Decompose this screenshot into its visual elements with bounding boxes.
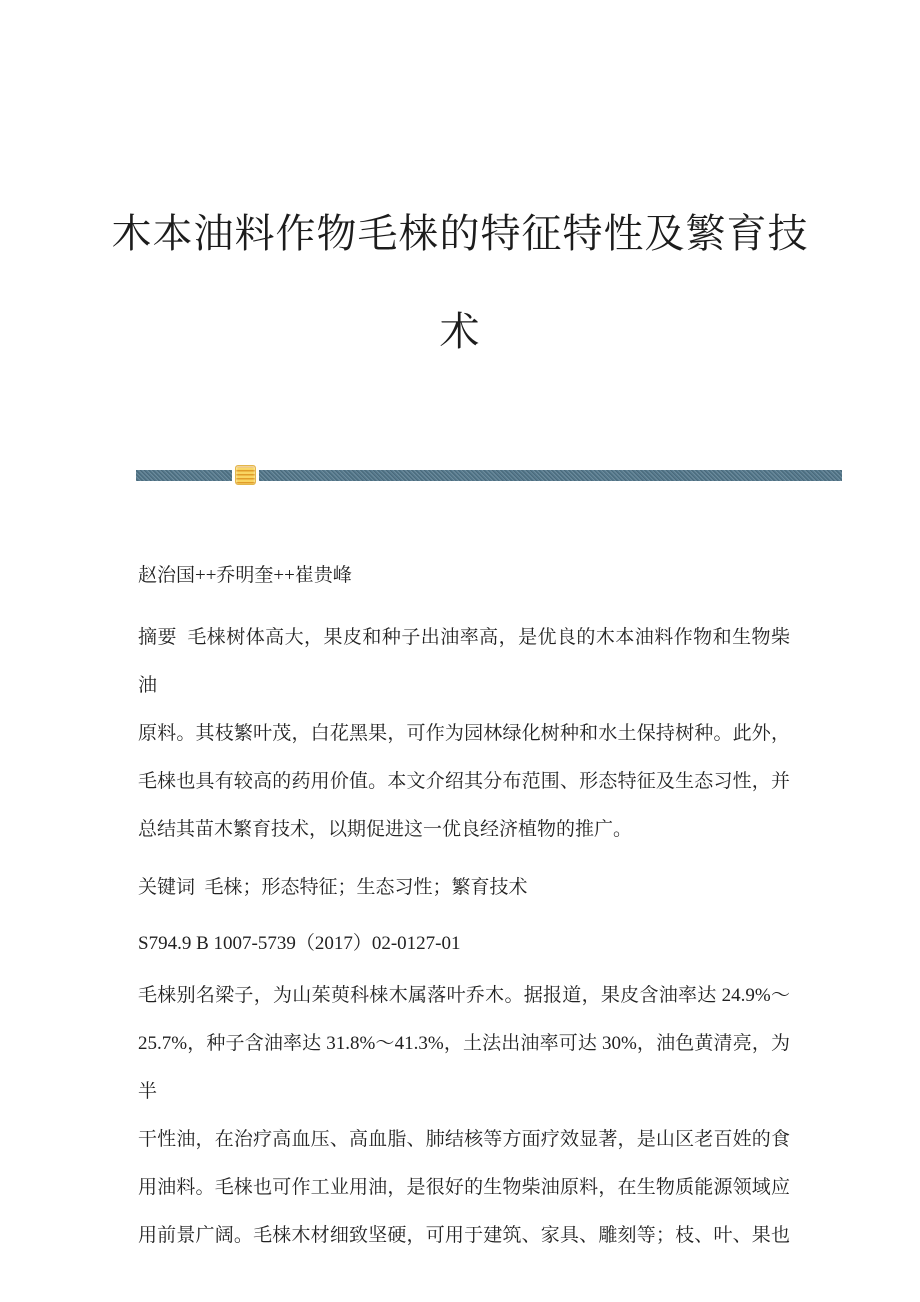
authors-line: 赵治国++乔明奎++崔贵峰 <box>138 565 352 586</box>
abstract-line: 摘要 毛梾树体高大，果皮和种子出油率高，是优良的木本油料作物和生物柴油 <box>138 627 790 696</box>
section-divider <box>136 464 842 486</box>
abstract-line: 毛梾也具有较高的药用价值。本文介绍其分布范围、形态特征及生态习性，并 <box>138 771 790 792</box>
gold-seal-icon <box>235 465 256 485</box>
divider-bar-left <box>136 470 232 481</box>
body-line: 毛梾别名梁子，为山茱萸科梾木属落叶乔木。据报道，果皮含油率达 24.9%～ <box>138 985 790 1006</box>
keywords-line: 关键词 毛梾；形态特征；生态习性；繁育技术 <box>138 877 528 898</box>
body-line: 25.7%，种子含油率达 31.8%～41.3%，土法出油率可达 30%，油色黄清亮，为半 <box>138 1033 790 1102</box>
abstract-line: 原料。其枝繁叶茂，白花黑果，可作为园林绿化树种和水土保持树种。此外， <box>138 723 790 744</box>
body-paragraph <box>138 972 790 1260</box>
title-line-2: 术 <box>439 309 481 354</box>
classification-line: S794.9 B 1007-5739（2017）02-0127-01 <box>138 933 461 954</box>
body-line: 干性油，在治疗高血压、高血脂、肺结核等方面疗效显著，是山区老百姓的食 <box>138 1129 790 1150</box>
article-content <box>138 552 790 1260</box>
abstract-line: 总结其苗木繁育技术，以期促进这一优良经济植物的推广。 <box>138 819 633 840</box>
abstract-paragraph <box>138 614 790 854</box>
body-line: 用前景广阔。毛梾木材细致坚硬，可用于建筑、家具、雕刻等；枝、叶、果也 <box>138 1225 790 1246</box>
body-line: 用油料。毛梾也可作工业用油，是很好的生物柴油原料，在生物质能源领域应 <box>138 1177 790 1198</box>
document-title <box>0 185 920 381</box>
title-line-1: 木本油料作物毛梾的特征特性及繁育技 <box>111 211 809 256</box>
divider-bar-right <box>259 470 842 481</box>
